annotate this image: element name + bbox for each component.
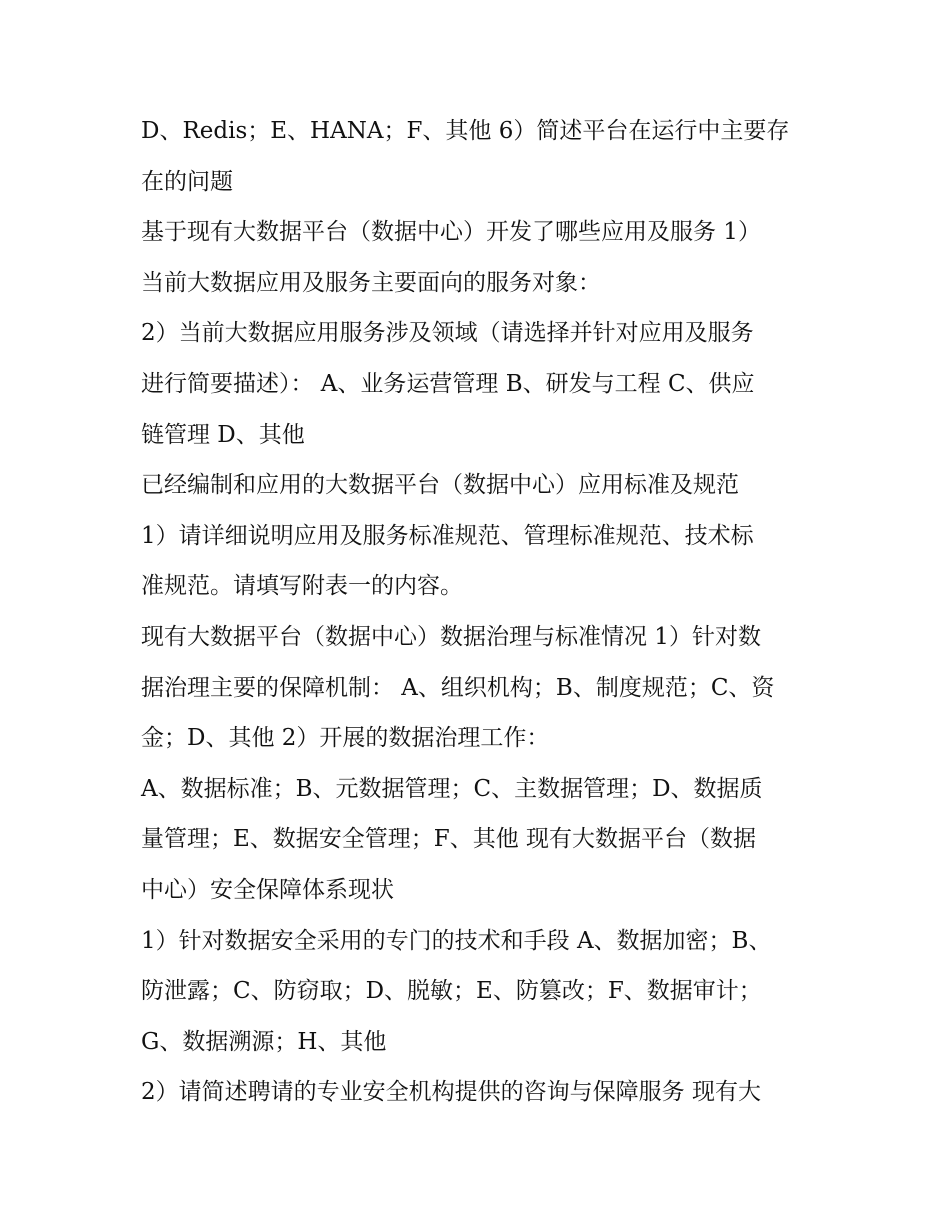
text-line: 中心）安全保障体系现状 <box>141 876 394 903</box>
body-text <box>141 106 821 1118</box>
text-line: 2）请简述聘请的专业安全机构提供的咨询与保障服务 现有大 <box>141 1079 761 1106</box>
text-line: 链管理 D、其他 <box>141 421 305 448</box>
text-line: 2）当前大数据应用服务涉及领域（请选择并针对应用及服务 <box>141 320 754 347</box>
text-line: 金；D、其他 2）开展的数据治理工作： <box>141 725 550 752</box>
text-line: 准规范。请填写附表一的内容。 <box>141 573 463 600</box>
text-line: 现有大数据平台（数据中心）数据治理与标准情况 1）针对数 <box>141 623 761 650</box>
text-line: 当前大数据应用及服务主要面向的服务对象： <box>141 269 601 296</box>
text-line: A、数据标准；B、元数据管理；C、主数据管理；D、数据质 <box>141 775 763 802</box>
text-line: 在的问题 <box>141 168 233 195</box>
text-line: 量管理；E、数据安全管理；F、其他 现有大数据平台（数据 <box>141 826 757 853</box>
text-line: 基于现有大数据平台（数据中心）开发了哪些应用及服务 1） <box>141 219 761 246</box>
text-line: 防泄露；C、防窃取；D、脱敏；E、防篡改；F、数据审计； <box>141 978 762 1005</box>
text-line: 1）请详细说明应用及服务标准规范、管理标准规范、技术标 <box>141 522 754 549</box>
text-line: G、数据溯源；H、其他 <box>141 1028 387 1055</box>
text-line: 进行简要描述）： A、业务运营管理 B、研发与工程 C、供应 <box>141 370 755 397</box>
text-line: 据治理主要的保障机制： A、组织机构；B、制度规范；C、资 <box>141 674 775 701</box>
text-line: D、Redis；E、HANA；F、其他 6）简述平台在运行中主要存 <box>141 118 790 144</box>
text-line: 1）针对数据安全采用的专门的技术和手段 A、数据加密；B、 <box>141 927 772 954</box>
text-line: 已经编制和应用的大数据平台（数据中心）应用标准及规范 <box>141 472 739 499</box>
